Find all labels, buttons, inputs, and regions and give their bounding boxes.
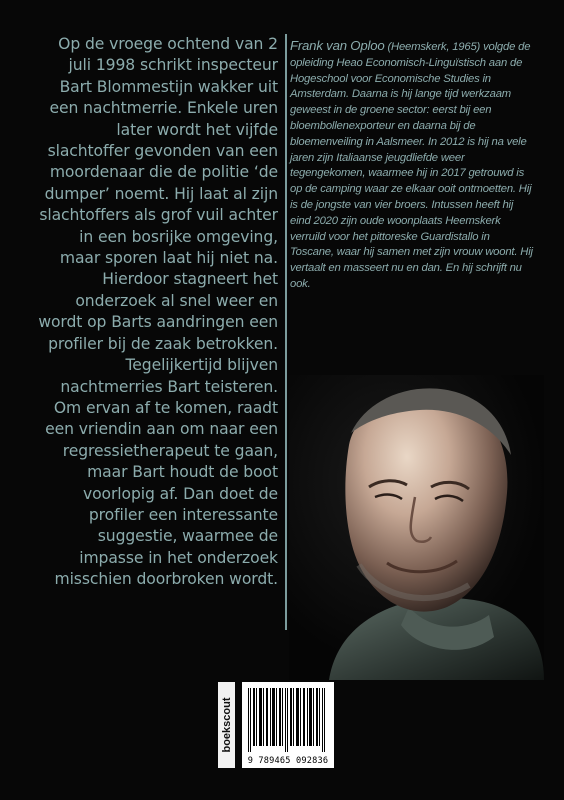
back-cover-blurb: Op de vroege ochtend van 2 juli 1998 schrikt inspecteur Bart Blommestijn wakker uit een nachtmerrie. Enkele uren later wordt het vijfde slachtoffer gevonden van een moordenaar die de politie ‘de dumper’ noemt. Hij laat al zijn slachtoffers als grof vuil achter in een bosrijke omgeving, maar sporen laat hij niet na. Hierdoor stagneert het onderzoek al snel weer en wordt op Barts aandringen een profiler bij de zaak betrokken. Tegelijkertijd blijven nachtmerries Bart teisteren. Om ervan af te komen, raadt een vriendin aan om naar een regressietherapeut te gaan, maar Bart houdt de boot voorlopig af. Dan doet de profiler een interessante suggestie, waarmee de impasse in het onderzoek misschien doorbroken wordt. bbox=[38, 35, 278, 589]
publisher-name: boekscout bbox=[220, 697, 233, 753]
barcode-bars bbox=[242, 686, 334, 756]
isbn-barcode bbox=[242, 682, 334, 768]
author-name: Frank van Oploo bbox=[290, 38, 385, 53]
column-divider bbox=[285, 34, 287, 630]
author-bio bbox=[290, 38, 536, 293]
author-bio-text: volgde de opleiding Heao Economisch-Linguïstisch aan de Hogeschool voor Economische Studies in Amsterdam. Daarna is hij lange tijd werkzaam geweest in de groene sector: eerst bij een bloembollenexporteur en daarna bij de bloemenveiling in Aalsmeer. In 2012 is hij na vele jaren zijn Italiaanse jeugdliefde weer tegengekomen, waarmee hij in 2017 getrouwd is op de camping waar ze elkaar ooit ontmoetten. Hij is de jongste van vier broers. Intussen heeft hij eind 2020 zijn oude woonplaats Heemskerk verruild voor het pittoreske Guardistallo in Toscane, waar hij samen met zijn vrouw woont. Hij vertaalt en masseert nu en dan. En hij schrijft nu ook. bbox=[290, 41, 533, 290]
publisher-logo bbox=[218, 682, 235, 768]
isbn-number: 9 789465 092836 bbox=[247, 756, 329, 766]
author-photo bbox=[289, 375, 544, 680]
author-birth-info: (Heemskerk, 1965) bbox=[387, 41, 481, 53]
